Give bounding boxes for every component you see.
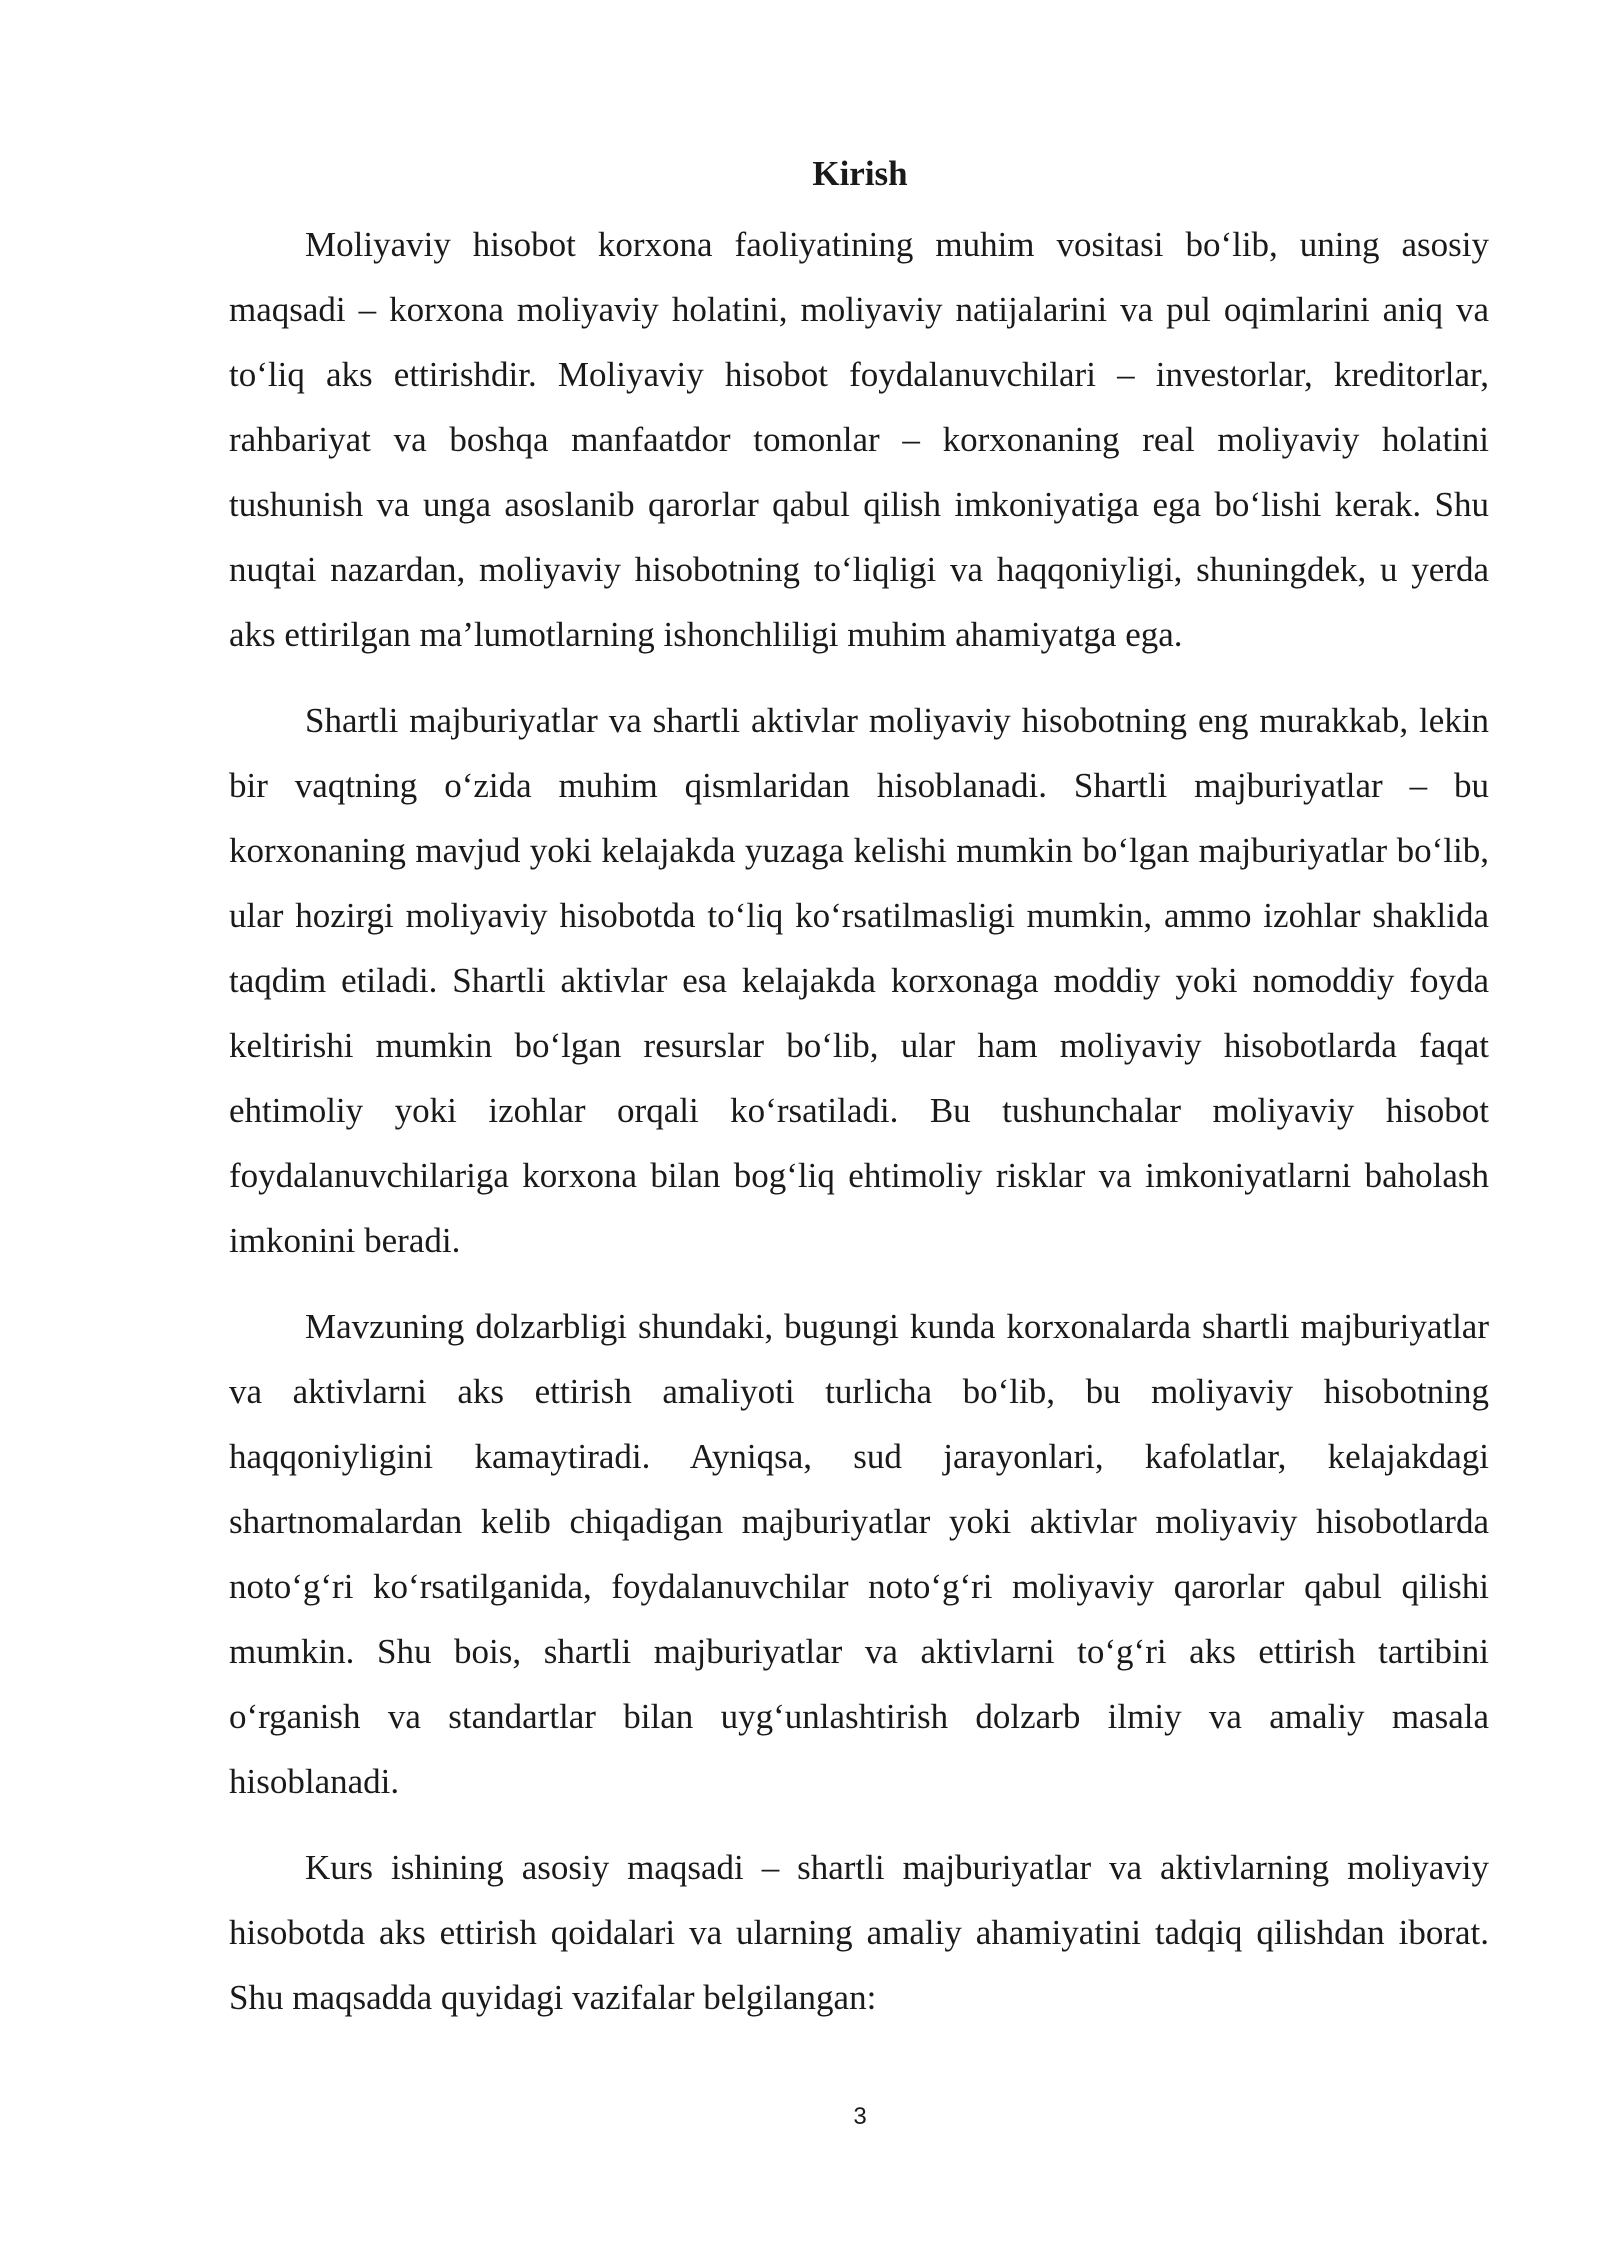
page-number: 3 xyxy=(853,2103,867,2130)
paragraph-4: Kurs ishining asosiy maqsadi – shartli majburiyatlar va aktivlarning moliyaviy hisobotda aks ettirish qoidalari va ularning amaliy ahamiyatini tadqiq qilishdan iborat. Shu maqsadda quyidagi vazifalar belgilangan: xyxy=(229,1848,1489,2017)
paragraph-3: Mavzuning dolzarbligi shundaki, bugungi kunda korxonalarda shartli majburiyatlar va aktivlarni aks ettirish amaliyoti turlicha bo‘lib, bu moliyaviy hisobotning haqqoniyligini kamaytiradi. Ayniqsa, sud jarayonlari, kafolatlar, kelajakdagi shartnomalardan kelib chiqadigan majburiyatlar yoki aktivlar moliyaviy hisobotlarda noto‘g‘ri ko‘rsatilganida, foydalanuvchilar noto‘g‘ri moliyaviy qarorlar qabul qilishi mumkin. Shu bois, shartli majburiyatlar va aktivlarni to‘g‘ri aks ettirish tartibini o‘rganish va standartlar bilan uyg‘unlashtirish dolzarb ilmiy va amaliy masala hisoblanadi. xyxy=(229,1307,1489,1801)
paragraph-1: Moliyaviy hisobot korxona faoliyatining muhim vositasi bo‘lib, uning asosiy maqsadi – korxona moliyaviy holatini, moliyaviy natijalarini va pul oqimlarini aniq va to‘liq aks ettirishdir. Moliyaviy hisobot foydalanuvchilari – investorlar, kreditorlar, rahbariyat va boshqa manfaatdor tomonlar – korxonaning real moliyaviy holatini tushunish va unga asoslanib qarorlar qabul qilish imkoniyatiga ega bo‘lishi kerak. Shu nuqtai nazardan, moliyaviy hisobotning to‘liqligi va haqqoniyligi, shuningdek, u yerda aks ettirilgan ma’lumotlarning ishonchliligi muhim ahamiyatga ega. xyxy=(229,225,1489,654)
page-heading: Kirish xyxy=(812,154,908,193)
paragraph-2: Shartli majburiyatlar va shartli aktivlar moliyaviy hisobotning eng murakkab, lekin bir vaqtning o‘zida muhim qismlaridan hisoblanadi. Shartli majburiyatlar – bu korxonaning mavjud yoki kelajakda yuzaga kelishi mumkin bo‘lgan majburiyatlar bo‘lib, ular hozirgi moliyaviy hisobotda to‘liq ko‘rsatilmasligi mumkin, ammo izohlar shaklida taqdim etiladi. Shartli aktivlar esa kelajakda korxonaga moddiy yoki nomoddiy foyda keltirishi mumkin bo‘lgan resurslar bo‘lib, ular ham moliyaviy hisobotlarda faqat ehtimoliy yoki izohlar orqali ko‘rsatiladi. Bu tushunchalar moliyaviy hisobot foydalanuvchilariga korxona bilan bog‘liq ehtimoliy risklar va imkoniyatlarni baholash imkonini beradi. xyxy=(229,701,1489,1260)
document-body xyxy=(229,212,1489,2051)
